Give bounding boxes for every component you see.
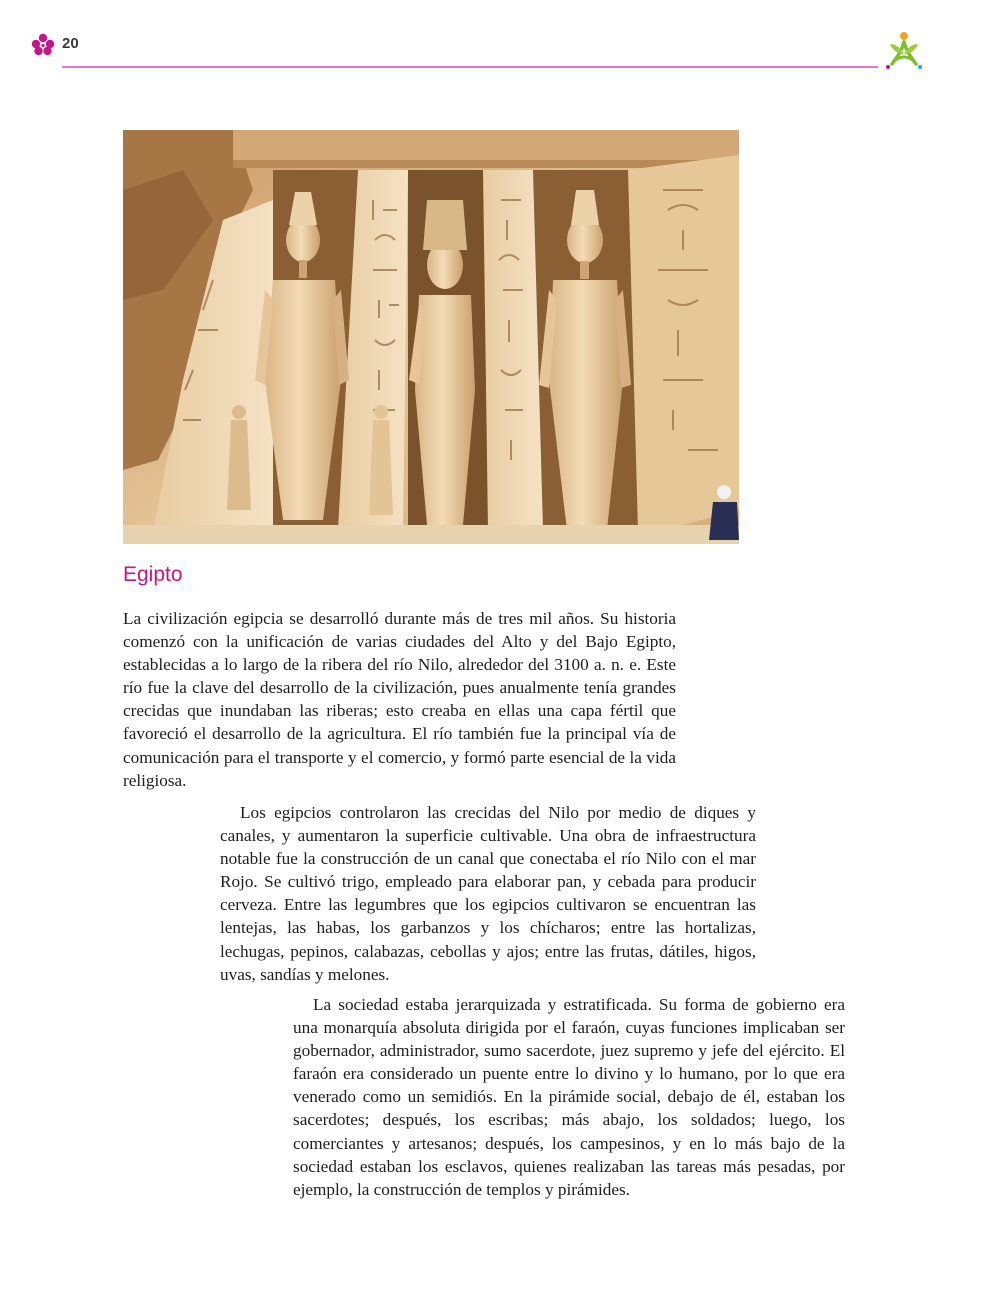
page-number: 20	[62, 35, 79, 52]
paragraph-agriculture: Los egipcios controlaron las crecidas del Nilo por medio de diques y canales, y aumentaron la superficie cultivable. Una obra de infraestructura notable fue la construcción de un canal que conectaba el río Nilo con el mar Rojo. Se cultivó trigo, empleado para elaborar pan, y cebada para producir cerveza. Entre las legumbres que los egipcios cultivaron se encuentran las lentejas, las habas, los garbanzos y los chícharos; entre las hortalizas, lechugas, pepinos, calabazas, cebollas y ajos; entre las frutas, dátiles, higos, uvas, sandías y melones.	[220, 803, 756, 984]
flower-logo-icon	[30, 32, 56, 56]
paragraph-civilization: La civilización egipcia se desarrolló durante más de tres mil años. Su historia comenzó con la unificación de varias ciudades del Alto y del Bajo Egipto, establecidas a lo largo de la ribera del río Nilo, alrededor del 3100 a. n. e. Este río fue la clave del desarrollo de la civilización, pues anualmente tenía grandes crecidas que inundaban las riberas; esto creaba en ellas una capa fértil que favoreció el desarrollo de la agricultura. El río también fue la principal vía de comunicación para el transporte y el comercio, y formó parte esencial de la vida religiosa.	[123, 609, 676, 790]
header-divider	[62, 66, 878, 68]
plant-emblem-icon	[884, 30, 924, 72]
section-title: Egipto	[123, 563, 183, 586]
abu-simbel-temple-photo	[123, 130, 739, 544]
paragraph-society: La sociedad estaba jerarquizada y estratificada. Su forma de gobierno era una monarquía absoluta dirigida por el faraón, cuyas funciones implicaban ser gobernador, administrador, sumo sacerdote, juez supremo y jefe del ejército. El faraón era considerado un puente entre lo divino y lo humano, por lo que era venerado como un semidiós. En la pirámide social, debajo de él, estaban los sacerdotes; después, los escribas; más abajo, los soldados; luego, los comerciantes y artesanos; después, los campesinos, y en lo más bajo de la sociedad estaban los esclavos, quienes realizaban las tareas más pesadas, por ejemplo, la construcción de templos y pirámides.	[293, 995, 845, 1199]
